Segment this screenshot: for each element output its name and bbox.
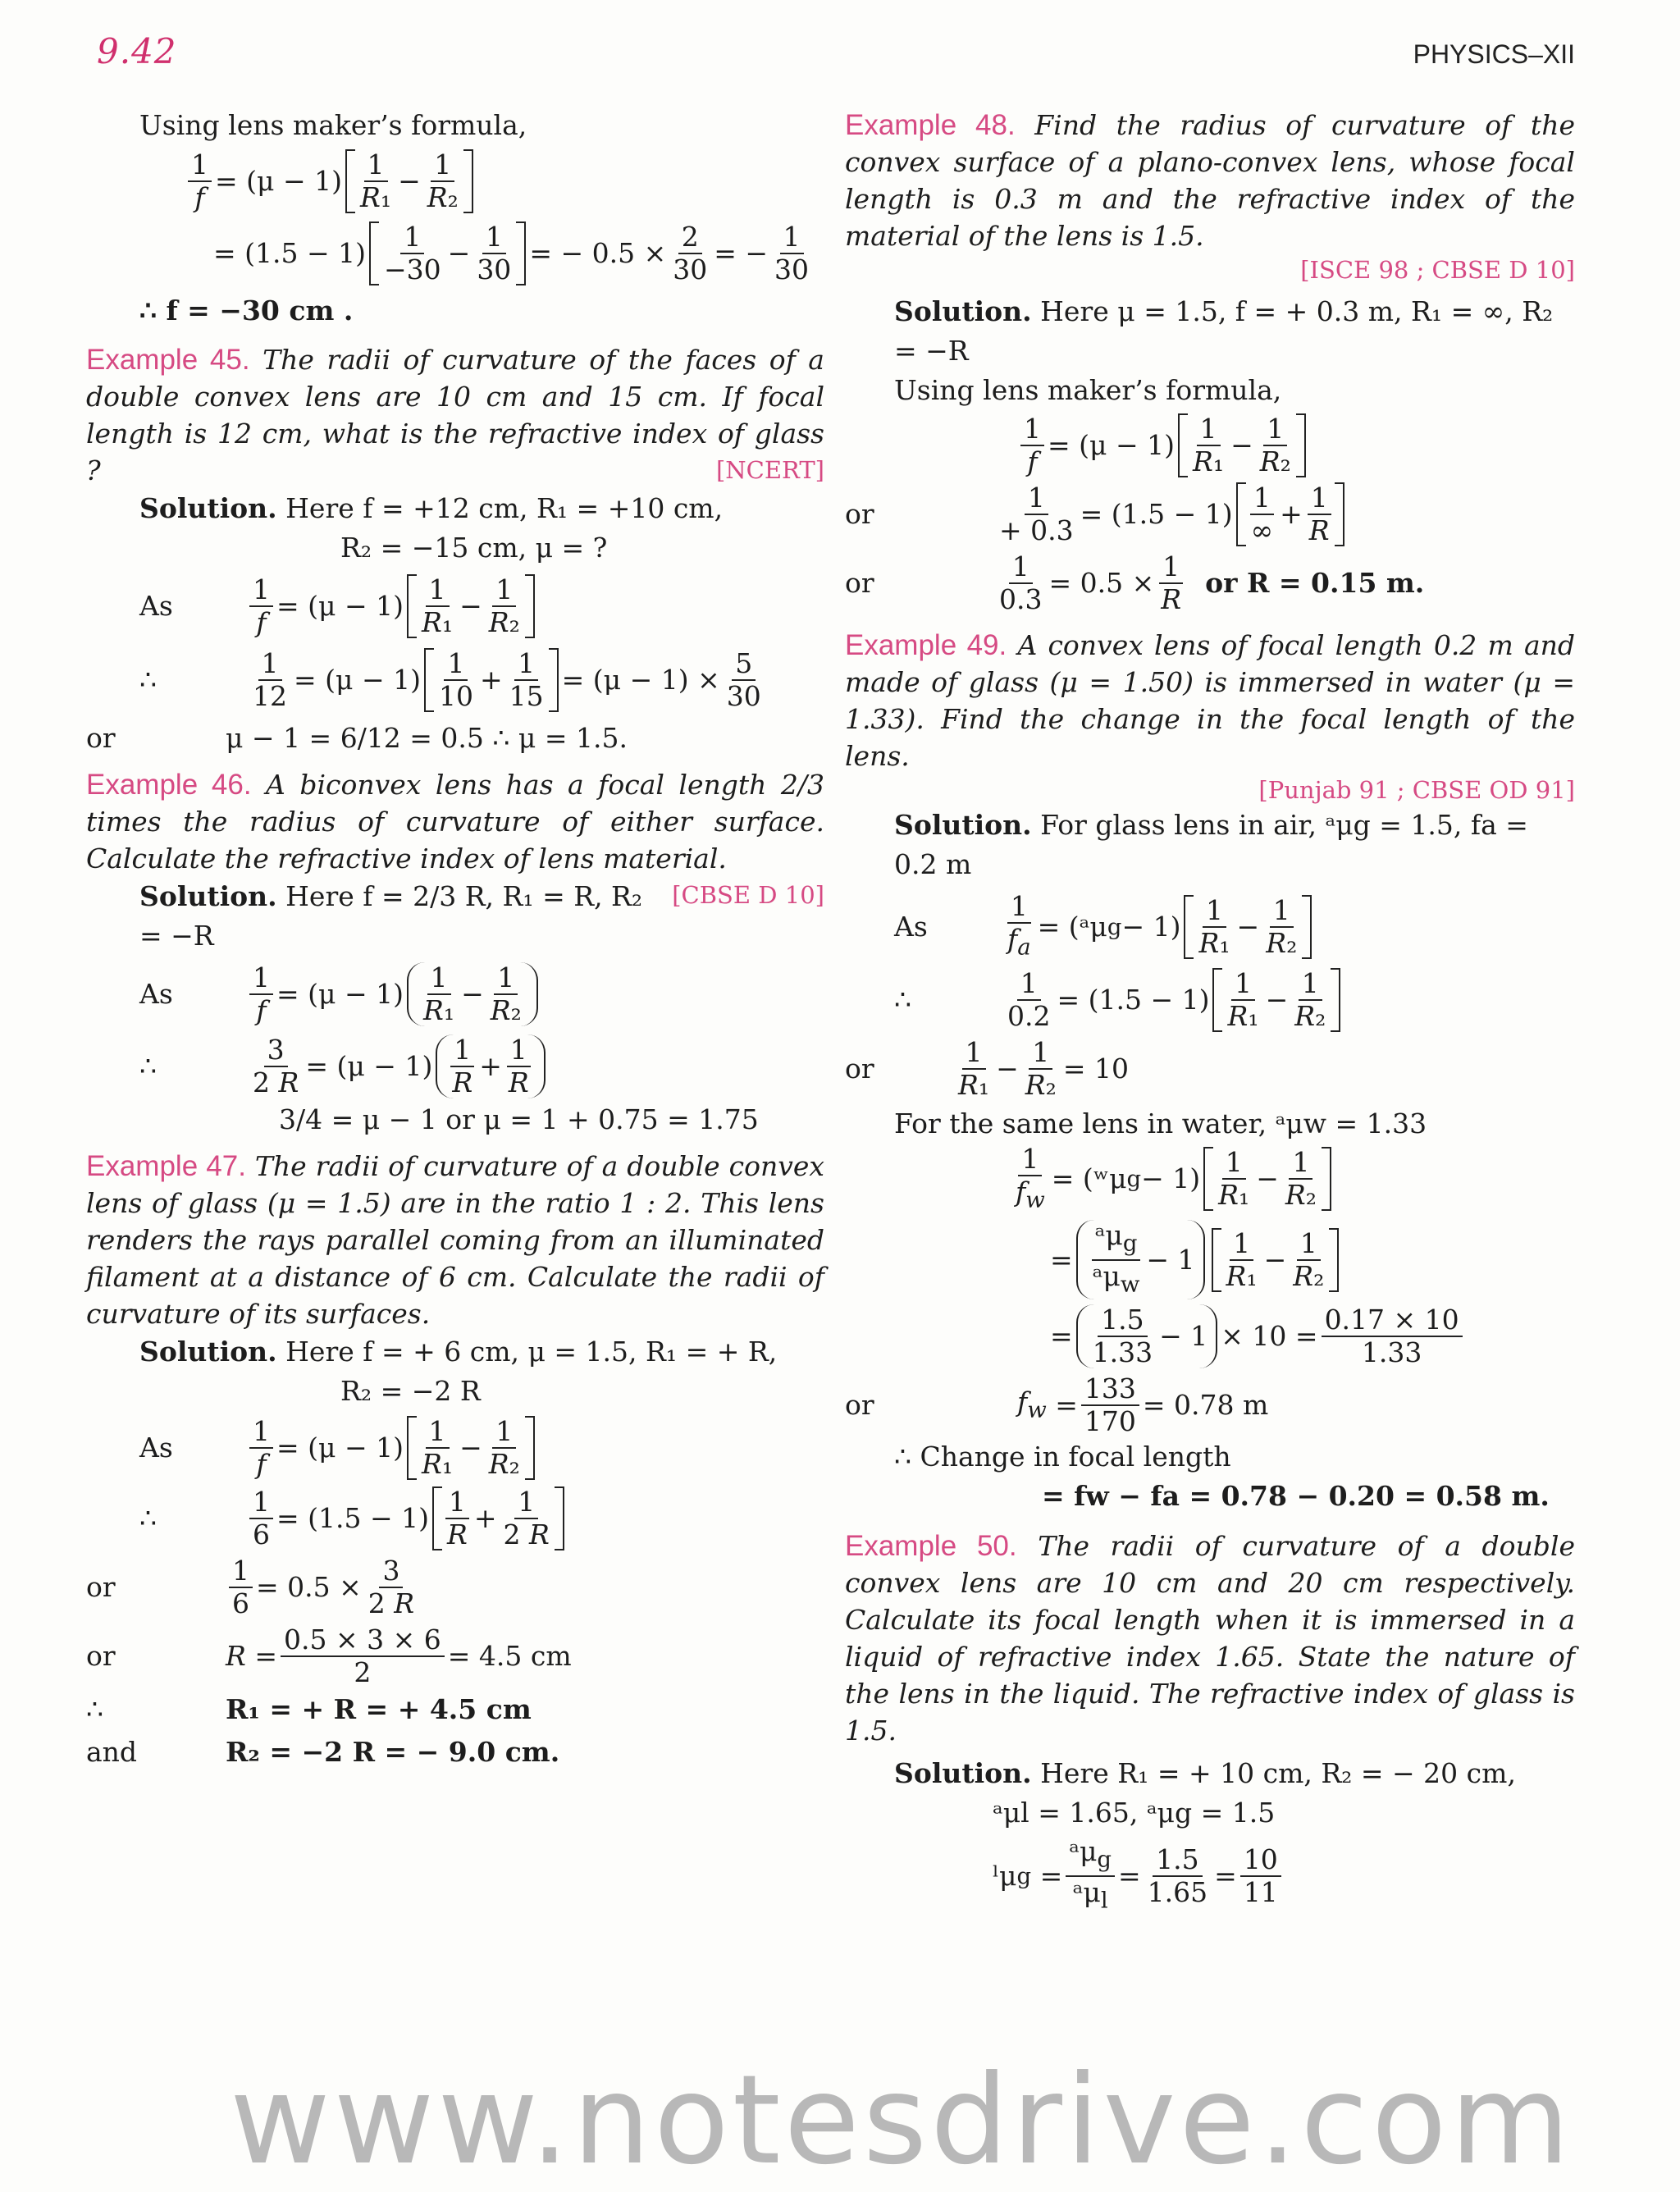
example-48: [845, 107, 1575, 285]
equation: = $\frac{ᵃ\mu_g}{ᵃ\mu_w}$ − 1 $\frac{1}{\text{R₁}}$ − $\frac{1}{\text{R₂}}$: [1050, 1220, 1575, 1299]
solution: Solution. Here R₁ = + 10 cm, R₂ = − 20 cm,: [894, 1757, 1516, 1790]
equation: As $\frac{1}{f_a}$ = (ᵃμ g − 1) $\frac{1}{\text{R₁}}$ − $\frac{1}{\text{R₂}}$: [894, 891, 1575, 963]
reference: [Punjab 91 ; CBSE OD 91]: [1258, 776, 1575, 804]
example-50: [845, 1528, 1575, 1749]
equation: ˡμ g = $\frac{ᵃ\mu_g}{ᵃ\mu_l}$ = $\frac{1.5}{1.65}$ = $\frac{10}{11}$: [993, 1836, 1575, 1916]
equation: $\frac{1}{f_w}$ = (ʷμ g − 1) $\frac{1}{\text{R₁}}$ − $\frac{1}{\text{R₂}}$: [1009, 1144, 1575, 1216]
example-label: Example 48.: [845, 109, 1016, 141]
equation: $\frac{1}{f}$ = (μ − 1) $\frac{1}{\text{R₁}}$ − $\frac{1}{\text{R₂}}$: [185, 149, 824, 213]
example-label: Example 46.: [86, 769, 252, 801]
example-label: Example 50.: [845, 1530, 1017, 1563]
example-45: [86, 341, 824, 489]
change-value: = fw − fa = 0.78 − 0.20 = 0.58 m.: [1042, 1480, 1550, 1513]
page-number: 9.42: [97, 31, 177, 71]
equation: or R = $\frac{0.5 \times 3 \times 6}{2}$ = 4.5 cm: [86, 1623, 572, 1688]
equation: or $\frac{1}{+ 0.3}$ = (1.5 − 1) $\frac{1}{\infty}$ + $\frac{1}{R}$: [845, 482, 1575, 546]
change-text: ∴ Change in focal length: [894, 1441, 1231, 1473]
equation: ∴ R₁ = + R = + 4.5 cm: [86, 1693, 532, 1725]
solution-line: R₂ = −2 R: [340, 1375, 481, 1407]
equation: or $\frac{1}{0.3}$ = 0.5 × $\frac{1}{R}$ or R = 0.15 m.: [845, 550, 1425, 615]
solution: Solution. Here f = +12 cm, R₁ = +10 cm,: [139, 492, 724, 524]
solution: Solution. For glass lens in air, ᵃμg = 1.5, fa = 0.2 m: [894, 809, 1528, 880]
intro-text: Using lens maker’s formula,: [139, 109, 527, 141]
right-column: [845, 107, 1575, 1916]
example-label: Example 45.: [86, 344, 250, 376]
equation: As $\frac{1}{f}$ = (μ − 1) $\frac{1}{\text{R₁}}$ − $\frac{1}{\text{R₂}}$: [139, 962, 824, 1026]
mu-values: ᵃμl = 1.65, ᵃμg = 1.5: [993, 1797, 1276, 1829]
equation: or $\frac{1}{\text{R₁}}$ − $\frac{1}{\text{R₂}}$ = 10: [845, 1035, 1129, 1101]
water-text: For the same lens in water, ᵃμw = 1.33: [894, 1107, 1427, 1139]
result-r1: R₁ = + R = + 4.5 cm: [226, 1693, 532, 1725]
example-text: A convex lens of focal length 0.2 m and made of glass (μ = 1.50) is immersed in water (μ = 1.33). Find the change in the focal length of the lens.: [845, 629, 1575, 772]
equation: ∴ $\frac{1}{6}$ = (1.5 − 1) $\frac{1}{R}$ + $\frac{1}{2 R}$: [139, 1486, 824, 1550]
equation: ∴ $\frac{1}{0.2}$ = (1.5 − 1) $\frac{1}{\text{R₁}}$ − $\frac{1}{\text{R₂}}$: [894, 968, 1575, 1032]
intro-result: ∴ f = −30 cm .: [139, 295, 354, 327]
equation: ∴ $\frac{3}{2 R}$ = (μ − 1) $\frac{1}{R}$ + $\frac{1}{R}$: [139, 1034, 824, 1098]
example-text: The radii of curvature of a double convex lens of glass (μ = 1.5) are in the ratio 1 : 2. This lens renders the rays parallel coming from an illuminated filament at a distance of 6 cm. Calculate the radii of curvature of its surfaces.: [86, 1150, 824, 1330]
example-46: [86, 766, 824, 909]
example-47: [86, 1148, 824, 1332]
equation: ∴ $\frac{1}{12}$ = (μ − 1) $\frac{1}{10}$ + $\frac{1}{15}$ = (μ − 1) × $\frac{5}{30}$: [139, 647, 761, 712]
solution: Solution. Here μ = 1.5, f = + 0.3 m, R₁ = ∞, R₂ = −R: [894, 295, 1554, 367]
example-text: A biconvex lens has a focal length 2/3 times the radius of curvature of either surface. Calculate the refractive index of lens material.: [86, 769, 824, 875]
equation: or $f_w$ = $\frac{133}{170}$ = 0.78 m: [845, 1372, 1269, 1438]
result-r2: R₂ = −2 R = − 9.0 cm.: [226, 1736, 560, 1768]
example-text: The radii of curvature of a double convex lens are 10 cm and 20 cm respectively. Calculate its focal length when it is immersed in a liquid of refractive index 1.65. State the nature of the lens in the liquid. The refractive index of glass is 1.5.: [845, 1530, 1575, 1747]
reference: [NCERT]: [715, 456, 824, 484]
example-text: The radii of curvature of the faces of a double convex lens are 10 cm and 15 cm. If focal length is 12 cm, what is the refractive index of glass ?: [86, 344, 824, 486]
equation: $\frac{1}{f}$ = (μ − 1) $\frac{1}{\text{R₁}}$ − $\frac{1}{\text{R₂}}$: [1017, 413, 1575, 477]
reference: [ISCE 98 ; CBSE D 10]: [1300, 256, 1575, 284]
solution: Solution. Here f = + 6 cm, μ = 1.5, R₁ = + R,: [139, 1336, 778, 1368]
equation: As $\frac{1}{f}$ = (μ − 1) $\frac{1}{\text{R₁}}$ − $\frac{1}{\text{R₂}}$: [139, 574, 824, 638]
solution: Solution. Here f = 2/3 R, R₁ = R, R₂ = −R: [139, 880, 643, 952]
equation: As $\frac{1}{f}$ = (μ − 1) $\frac{1}{\text{R₁}}$ − $\frac{1}{\text{R₂}}$: [139, 1416, 824, 1480]
equation: = $\frac{1.5}{1.33}$ − 1 × 10 = $\frac{0.17 \times 10}{1.33}$: [1050, 1304, 1575, 1368]
watermark: www.notesdrive.com: [230, 2049, 1573, 2192]
solution-line: R₂ = −15 cm, μ = ?: [340, 532, 608, 564]
left-column: [86, 107, 824, 1769]
example-label: Example 49.: [845, 629, 1007, 661]
equation: or μ − 1 = 6/12 = 0.5 ∴ μ = 1.5.: [86, 722, 628, 754]
equation: [279, 1103, 824, 1136]
equation: or $\frac{1}{6}$ = 0.5 × $\frac{3}{2 R}$: [86, 1555, 415, 1619]
result-text: 3/4 = μ − 1 or μ = 1 + 0.75 = 1.75: [279, 1103, 759, 1135]
result-text: μ − 1 = 6/12 = 0.5 ∴ μ = 1.5.: [226, 722, 628, 754]
reference: [CBSE D 10]: [672, 881, 824, 909]
example-text: Find the radius of curvature of the convex surface of a plano-convex lens, whose focal length is 0.3 m and the refractive index of the material of the lens is 1.5.: [845, 109, 1575, 252]
equation: = (1.5 − 1) $\frac{1}{-30}$ − $\frac{1}{30}$ = − 0.5 × $\frac{2}{30}$ = − $\frac{1}{30}$: [213, 221, 810, 285]
example-label: Example 47.: [86, 1150, 246, 1182]
equation: and R₂ = −2 R = − 9.0 cm.: [86, 1736, 560, 1768]
example-49: [845, 627, 1575, 806]
formula-text: Using lens maker’s formula,: [894, 374, 1282, 406]
running-header: PHYSICS–XII: [1413, 39, 1575, 69]
result-text: or R = 0.15 m.: [1205, 567, 1425, 599]
